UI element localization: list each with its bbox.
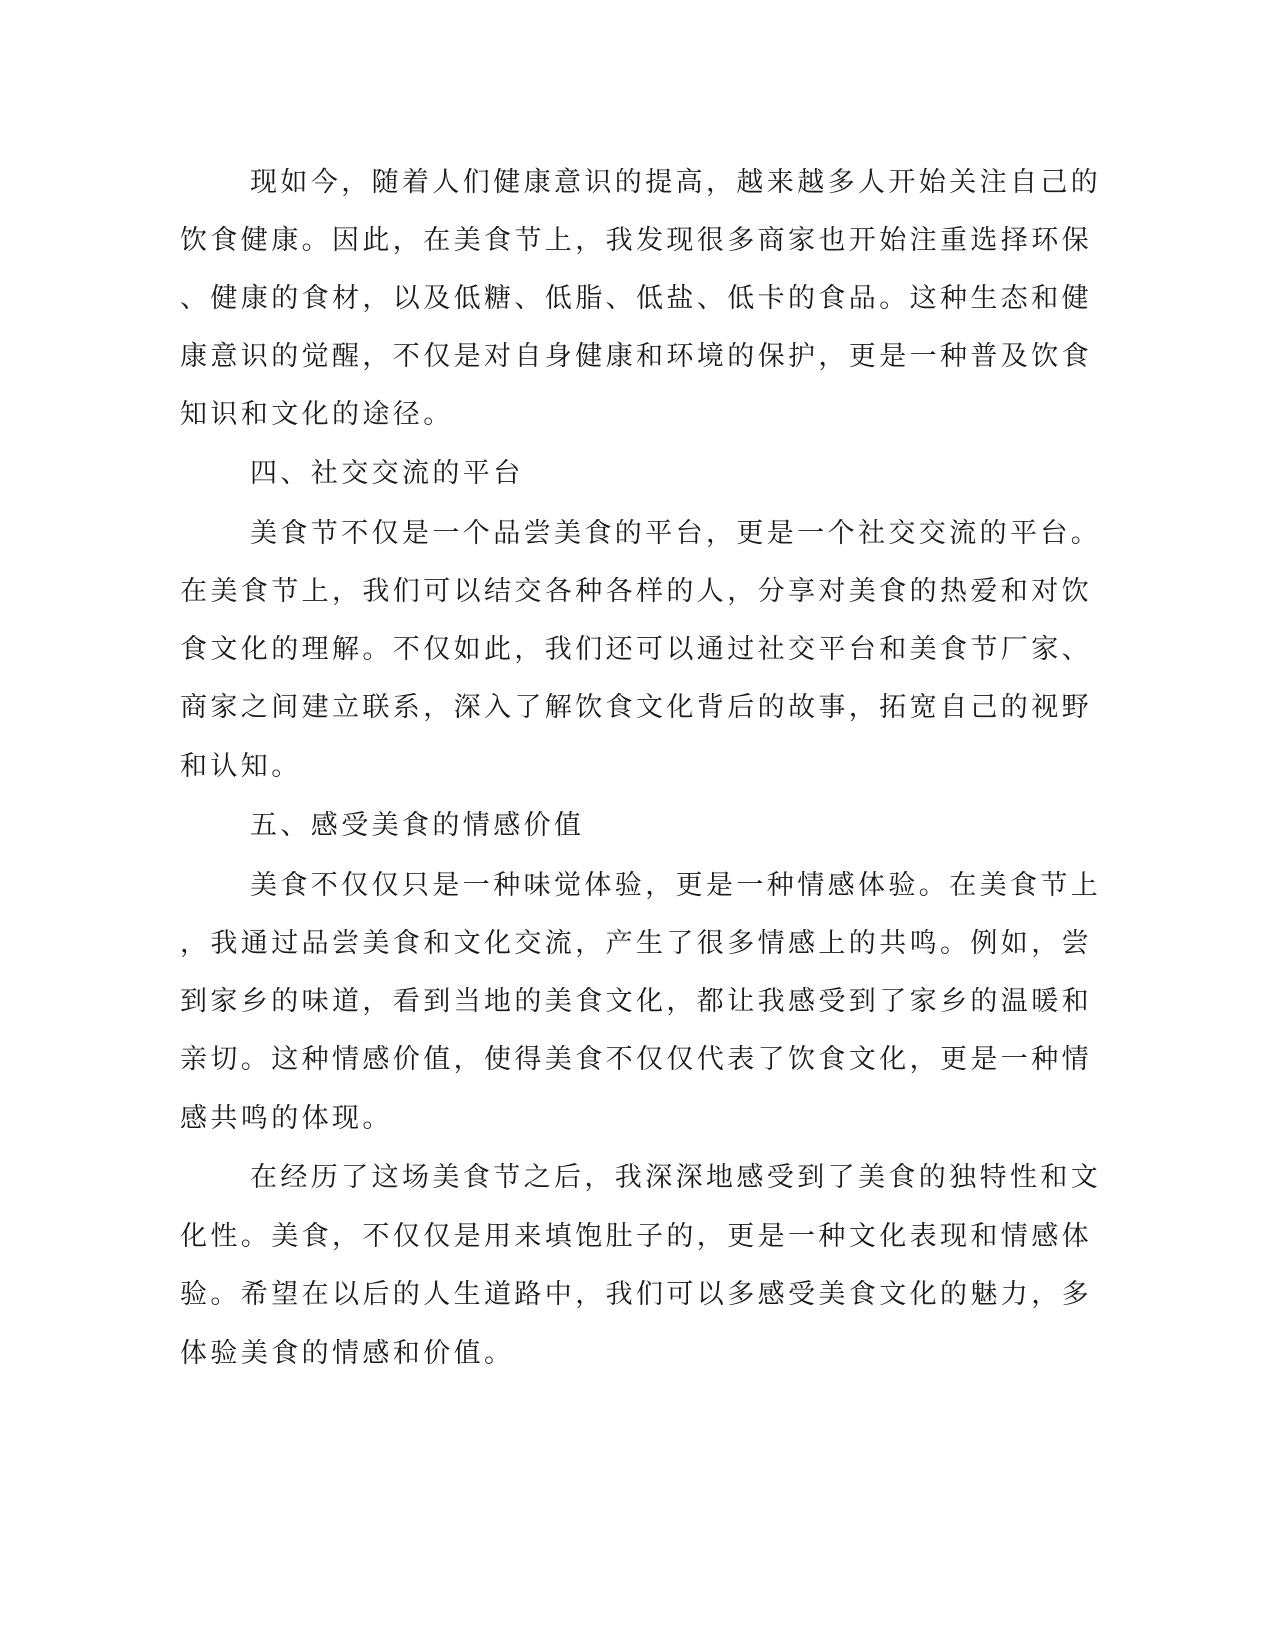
paragraph-1-line-4: 康意识的觉醒，不仅是对自身健康和环境的保护，更是一种普及饮食	[180, 341, 1092, 372]
paragraph-1-line-5: 知识和文化的途径。	[180, 399, 454, 430]
paragraph-4-line-2: 化性。美食，不仅仅是用来填饱肚子的，更是一种文化表现和情感体	[180, 1221, 1092, 1252]
paragraph-1-line-1: 现如今，随着人们健康意识的提高，越来越多人开始关注自己的	[250, 167, 1102, 198]
paragraph-2-line-4: 商家之间建立联系，深入了解饮食文化背后的故事，拓宽自己的视野	[180, 692, 1092, 723]
paragraph-3-line-1: 美食不仅仅只是一种味觉体验，更是一种情感体验。在美食节上	[250, 870, 1102, 901]
paragraph-4-line-4: 体验美食的情感和价值。	[180, 1338, 515, 1369]
paragraph-3-line-2: ，我通过品尝美食和文化交流，产生了很多情感上的共鸣。例如，尝	[180, 928, 1092, 959]
paragraph-2-line-3: 食文化的理解。不仅如此，我们还可以通过社交平台和美食节厂家、	[180, 634, 1092, 665]
paragraph-4-line-1: 在经历了这场美食节之后，我深深地感受到了美食的独特性和文	[250, 1162, 1102, 1193]
paragraph-3-line-3: 到家乡的味道，看到当地的美食文化，都让我感受到了家乡的温暖和	[180, 986, 1092, 1017]
paragraph-1-line-3: 、健康的食材，以及低糖、低脂、低盐、低卡的食品。这种生态和健	[180, 283, 1092, 314]
section-heading-5: 五、感受美食的情感价值	[250, 810, 585, 841]
paragraph-1-line-2: 饮食健康。因此，在美食节上，我发现很多商家也开始注重选择环保	[180, 225, 1092, 256]
paragraph-3-line-5: 感共鸣的体现。	[180, 1103, 393, 1134]
paragraph-4-line-3: 验。希望在以后的人生道路中，我们可以多感受美食文化的魅力，多	[180, 1279, 1092, 1310]
paragraph-2-line-1: 美食节不仅是一个品尝美食的平台，更是一个社交交流的平台。	[250, 518, 1102, 549]
paragraph-2-line-2: 在美食节上，我们可以结交各种各样的人，分享对美食的热爱和对饮	[180, 576, 1092, 607]
paragraph-2-line-5: 和认知。	[180, 751, 302, 782]
paragraph-3-line-4: 亲切。这种情感价值，使得美食不仅仅代表了饮食文化，更是一种情	[180, 1044, 1092, 1075]
section-heading-4: 四、社交交流的平台	[250, 458, 524, 489]
